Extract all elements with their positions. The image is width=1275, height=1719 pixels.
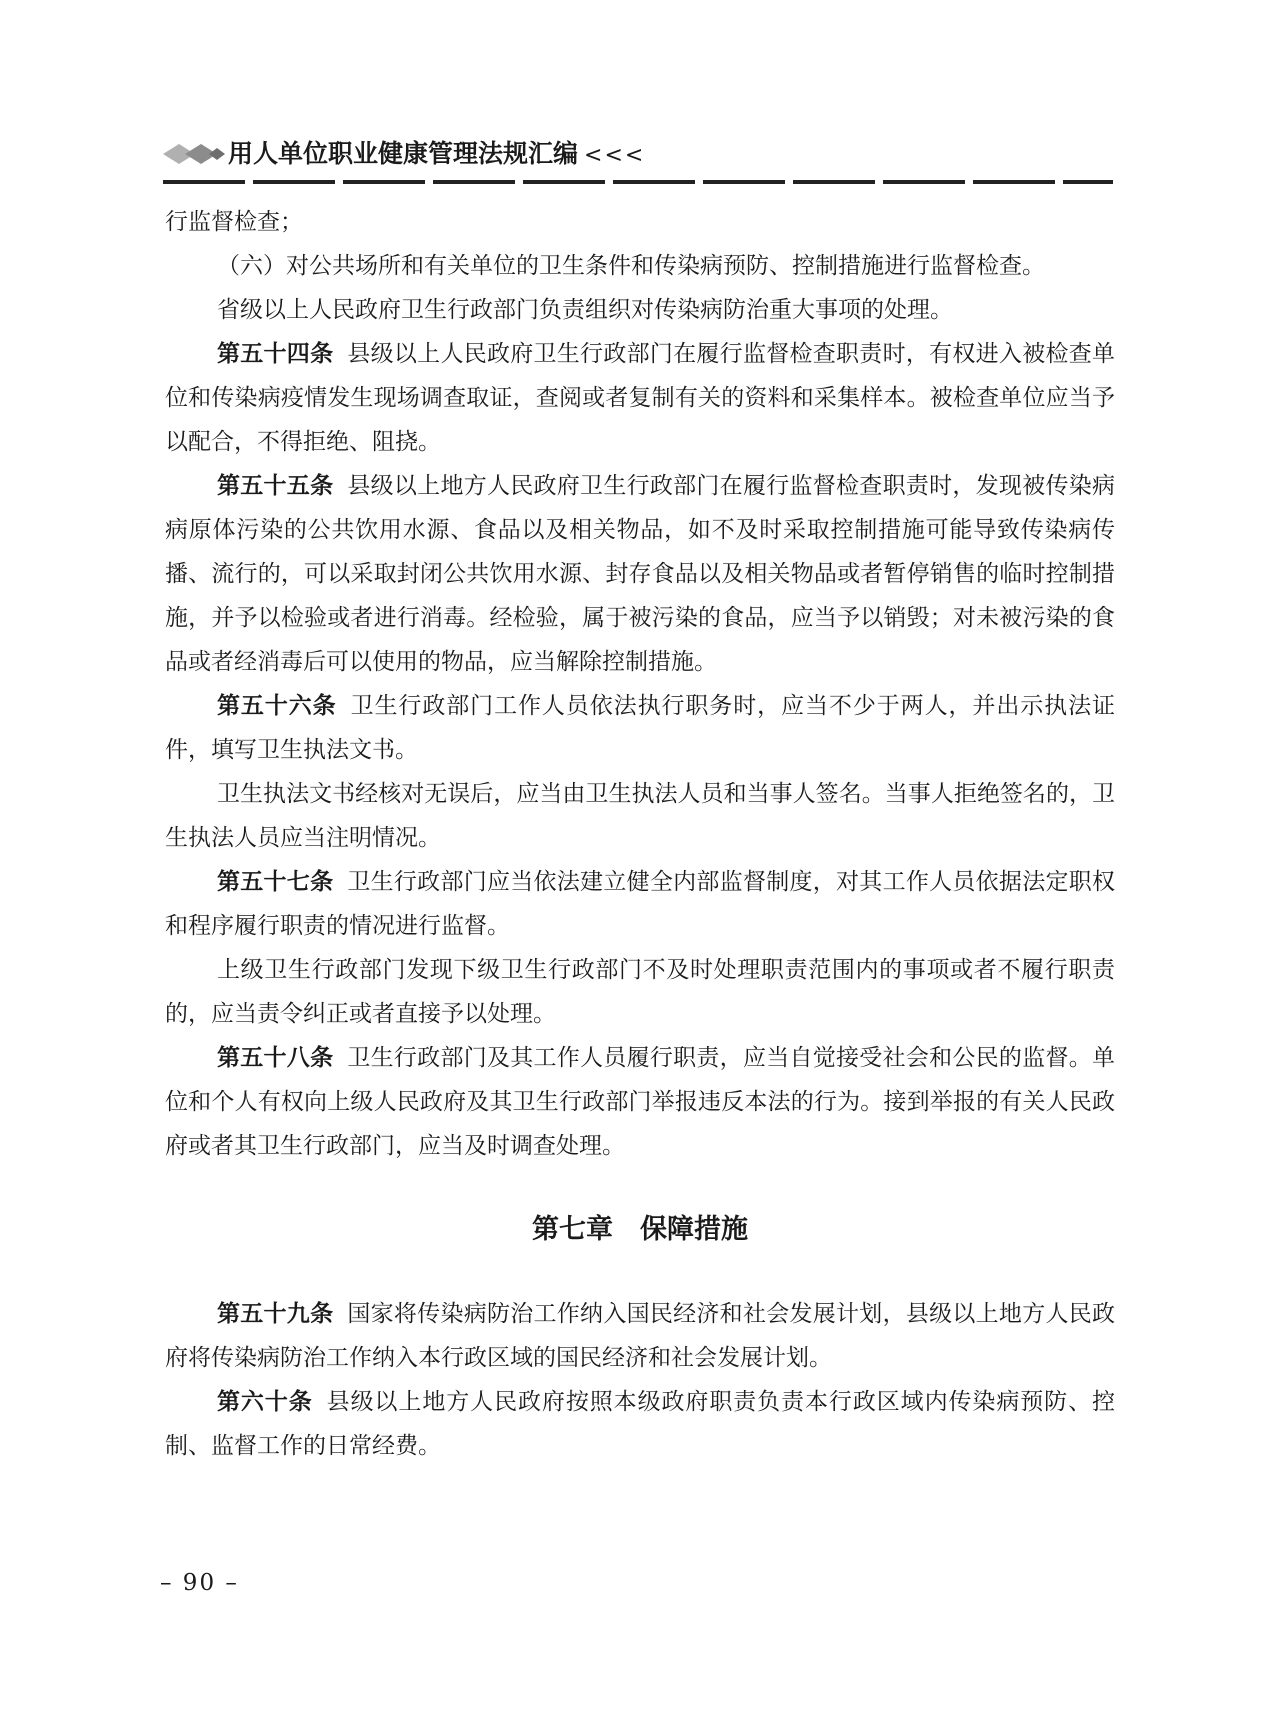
chapter-heading: 第七章 保障措施 [532,1214,748,1245]
article-number: 第五十五条 [217,473,334,499]
paragraph-text: 卫生行政部门应当依法建立健全内部监督制度，对其工作人员依据法定职权和程序履行职责的情况进行监督。 [165,869,1116,939]
paragraph-text: 县级以上人民政府卫生行政部门在履行监督检查职责时，有权进入被检查单位和传染病疫情发生现场调查取证，查阅或者复制有关的资料和采集样本。被检查单位应当予以配合，不得拒绝、阻挠。 [165,341,1116,455]
running-header [163,138,1113,188]
paragraph-text: 行监督检查； [165,209,303,235]
paragraph-text: 卫生行政部门工作人员依法执行职务时，应当不少于两人，并出示执法证件，填写卫生执法文书。 [165,693,1116,763]
paragraph [165,860,1115,948]
page-number: – 90 – [160,1570,239,1596]
paragraph-text: 省级以上人民政府卫生行政部门负责组织对传染病防治重大事项的处理。 [217,297,953,323]
article-number: 第五十四条 [217,341,334,367]
paragraph-text: 卫生执法文书经核对无误后，应当由卫生执法人员和当事人签名。当事人拒绝签名的，卫生执法人员应当注明情况。 [165,781,1115,851]
paragraph [165,1036,1115,1168]
paragraph-text: 县级以上地方人民政府卫生行政部门在履行监督检查职责时，发现被传染病病原体污染的公共饮用水源、食品以及相关物品，如不及时采取控制措施可能导致传染病传播、流行的，可以采取封闭公共饮用水源、封存食品以及相关物品或者暂停销售的临时控制措施，并予以检验或者进行消毒。经检验，属于被污染的食品，应当予以销毁；对未被污染的食品或者经消毒后可以使用的物品，应当解除控制措施。 [165,473,1116,675]
paragraph [165,948,1115,1036]
article-number: 第六十条 [217,1389,313,1415]
article-list-after [165,1292,1115,1468]
paragraph [165,464,1115,684]
paragraph-text: （六）对公共场所和有关单位的卫生条件和传染病预防、控制措施进行监督检查。 [217,253,1045,279]
article-list [165,200,1115,1168]
paragraph [165,1292,1115,1380]
article-number: 第五十九条 [217,1301,334,1327]
article-number: 第五十六条 [217,693,337,719]
book-title [228,138,645,172]
paragraph [165,1380,1115,1468]
paragraph [165,332,1115,464]
paragraph [165,772,1115,860]
paragraph-text: 国家将传染病防治工作纳入国民经济和社会发展计划，县级以上地方人民政府将传染病防治工作纳入本行政区域的国民经济和社会发展计划。 [165,1301,1116,1371]
paragraph-text: 上级卫生行政部门发现下级卫生行政部门不及时处理职责范围内的事项或者不履行职责的，应当责令纠正或者直接予以处理。 [165,957,1115,1027]
paragraph [165,200,1115,244]
paragraph [165,288,1115,332]
paragraph-text: 卫生行政部门及其工作人员履行职责，应当自觉接受社会和公民的监督。单位和个人有权向上级人民政府及其卫生行政部门举报违反本法的行为。接到举报的有关人民政府或者其卫生行政部门，应当及时调查处理。 [165,1045,1116,1159]
header-suffix: <<< [584,143,646,168]
paragraph-text: 县级以上地方人民政府按照本级政府职责负责本行政区域内传染病预防、控制、监督工作的日常经费。 [165,1389,1116,1459]
paragraph [165,244,1115,288]
book-title-text: 用人单位职业健康管理法规汇编 [228,139,579,168]
paragraph [165,684,1115,772]
page-body [165,200,1115,1468]
double-diamond-icon [163,142,225,166]
header-divider [163,180,1113,184]
article-number: 第五十七条 [217,869,334,895]
article-number: 第五十八条 [217,1045,334,1071]
